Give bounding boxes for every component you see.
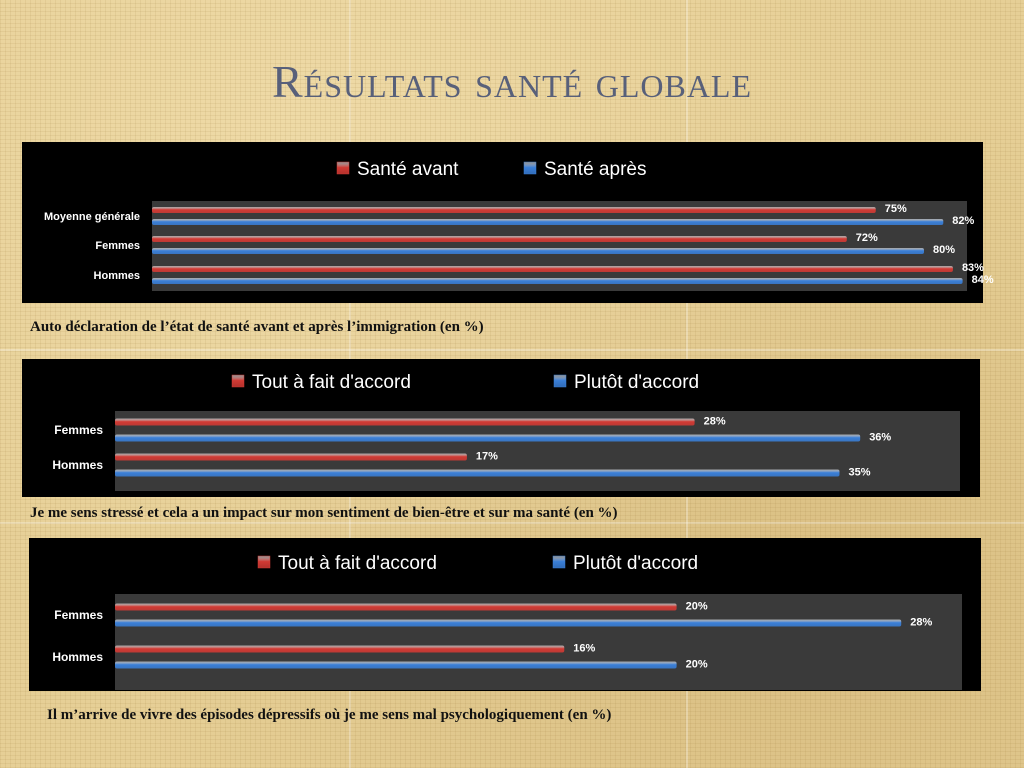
data-label-sante-avant-femmes: 72% xyxy=(855,232,878,244)
data-label-plutot-d-accord-hommes: 35% xyxy=(848,466,871,479)
data-label-sante-apres-hommes: 84% xyxy=(971,274,994,286)
legend-swatch-plutot-d-accord xyxy=(553,556,565,568)
data-label-sante-avant-moyenne-generale: 75% xyxy=(884,203,907,215)
chart-health-before-after xyxy=(22,142,994,303)
legend-label-sante-avant: Santé avant xyxy=(357,159,459,180)
bar-sante-apres-moyenne-generale xyxy=(152,219,943,225)
data-label-plutot-d-accord-femmes: 28% xyxy=(910,616,933,629)
legend-label-plutot-d-accord: Plutôt d'accord xyxy=(574,372,700,393)
legend-label-tout-a-fait-d-accord: Tout à fait d'accord xyxy=(278,553,437,574)
bar-tout-a-fait-d-accord-femmes xyxy=(115,604,677,611)
bar-sante-apres-hommes xyxy=(152,278,963,284)
data-label-sante-apres-moyenne-generale: 82% xyxy=(952,215,975,227)
category-label-femmes: Femmes xyxy=(95,240,140,252)
data-label-tout-a-fait-d-accord-femmes: 28% xyxy=(703,415,726,428)
category-label-hommes: Hommes xyxy=(52,458,103,472)
fold-line-h1 xyxy=(0,349,1024,351)
bar-plutot-d-accord-hommes xyxy=(115,470,840,477)
bar-sante-avant-hommes xyxy=(152,266,953,272)
plot-area xyxy=(152,201,967,291)
legend-label-tout-a-fait-d-accord: Tout à fait d'accord xyxy=(252,372,411,393)
bar-plutot-d-accord-femmes xyxy=(115,435,860,442)
chart-panel-depression xyxy=(29,538,981,691)
chart-depression xyxy=(29,538,981,691)
category-label-femmes: Femmes xyxy=(54,423,103,437)
chart-caption-depression: Il m’arrive de vivre des épisodes dépressifs où je me sens mal psychologiquement (en %) xyxy=(47,707,612,723)
legend-swatch-tout-a-fait-d-accord xyxy=(258,556,270,568)
legend-label-sante-apres: Santé après xyxy=(544,159,647,180)
fold-line-h2 xyxy=(0,522,1024,524)
data-label-plutot-d-accord-femmes: 36% xyxy=(869,431,892,444)
category-label-hommes: Hommes xyxy=(52,650,103,664)
category-label-hommes: Hommes xyxy=(93,270,140,282)
chart-panel-health xyxy=(22,142,994,303)
data-label-sante-avant-hommes: 83% xyxy=(961,262,984,274)
chart-caption-stress: Je me sens stressé et cela a un impact sur mon sentiment de bien-être et sur ma santé (en %) xyxy=(30,505,618,521)
bar-plutot-d-accord-femmes xyxy=(115,620,901,627)
bar-tout-a-fait-d-accord-hommes xyxy=(115,646,564,653)
category-label-moyenne-generale: Moyenne générale xyxy=(44,211,140,223)
data-label-tout-a-fait-d-accord-femmes: 20% xyxy=(685,600,708,613)
legend-swatch-sante-avant xyxy=(337,162,349,174)
chart-stress xyxy=(22,359,980,497)
data-label-sante-apres-femmes: 80% xyxy=(933,244,956,256)
category-label-femmes: Femmes xyxy=(54,608,103,622)
chart-caption-health: Auto déclaration de l’état de santé avant et après l’immigration (en %) xyxy=(30,319,484,335)
data-label-plutot-d-accord-hommes: 20% xyxy=(685,658,708,671)
data-label-tout-a-fait-d-accord-hommes: 16% xyxy=(573,642,596,655)
data-label-tout-a-fait-d-accord-hommes: 17% xyxy=(475,450,498,463)
legend-swatch-sante-apres xyxy=(524,162,536,174)
legend-swatch-tout-a-fait-d-accord xyxy=(232,375,244,387)
chart-panel-stress xyxy=(22,359,980,497)
legend-swatch-plutot-d-accord xyxy=(554,375,566,387)
page-title: Résultats santé globale xyxy=(271,56,753,107)
bar-tout-a-fait-d-accord-hommes xyxy=(115,454,467,461)
bar-tout-a-fait-d-accord-femmes xyxy=(115,419,695,426)
bar-sante-avant-moyenne-generale xyxy=(152,207,876,213)
legend-label-plutot-d-accord: Plutôt d'accord xyxy=(573,553,699,574)
bar-plutot-d-accord-hommes xyxy=(115,662,677,669)
bar-sante-avant-femmes xyxy=(152,236,847,242)
bar-sante-apres-femmes xyxy=(152,248,924,254)
